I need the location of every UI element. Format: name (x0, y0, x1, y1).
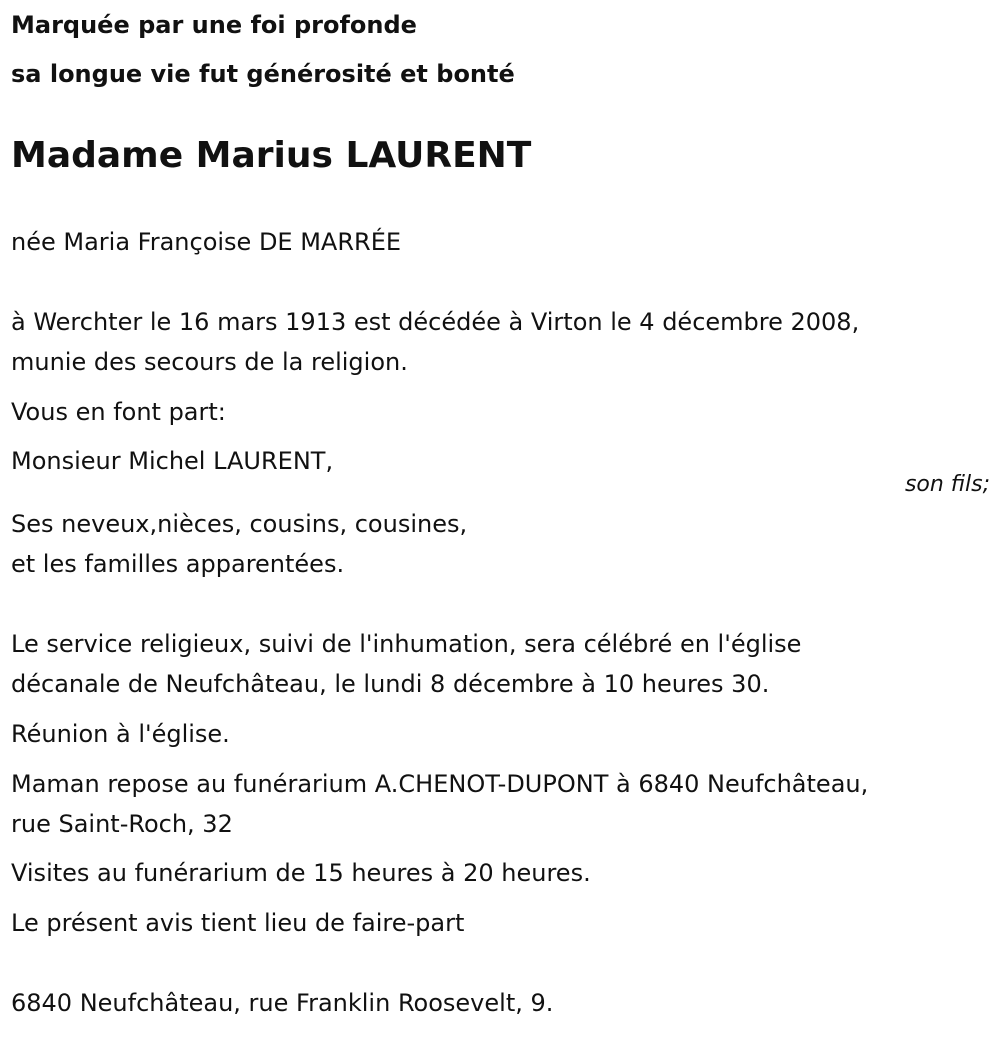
announcers-intro: Vous en font part: (11, 398, 226, 426)
rest-line-2: rue Saint-Roch, 32 (11, 810, 233, 838)
family-line-1: Ses neveux,nièces, cousins, cousines, (11, 510, 468, 538)
quote-line-1: Marquée par une foi profonde (11, 11, 417, 39)
deceased-name: Madame Marius LAURENT (11, 135, 532, 176)
service-line-1: Le service religieux, suivi de l'inhumation, sera célébré en l'église (11, 630, 802, 658)
death-notice-line-2: munie des secours de la religion. (11, 348, 408, 376)
family-line-2: et les familles apparentées. (11, 550, 345, 578)
son-relation: son fils; (904, 472, 990, 497)
notice-line: Le présent avis tient lieu de faire-part (11, 909, 465, 937)
service-line-2: décanale de Neufchâteau, le lundi 8 décembre à 10 heures 30. (11, 670, 770, 698)
address-line: 6840 Neufchâteau, rue Franklin Roosevelt, 9. (11, 989, 554, 1017)
son-name: Monsieur Michel LAURENT, (11, 447, 334, 475)
birth-name: née Maria Françoise DE MARRÉE (11, 228, 402, 256)
death-notice-line-1: à Werchter le 16 mars 1913 est décédée à Virton le 4 décembre 2008, (11, 308, 860, 336)
quote-line-2: sa longue vie fut générosité et bonté (11, 60, 515, 88)
visits-line: Visites au funérarium de 15 heures à 20 heures. (11, 859, 591, 887)
meeting-line: Réunion à l'église. (11, 720, 230, 748)
rest-line-1: Maman repose au funérarium A.CHENOT-DUPONT à 6840 Neufchâteau, (11, 770, 869, 798)
